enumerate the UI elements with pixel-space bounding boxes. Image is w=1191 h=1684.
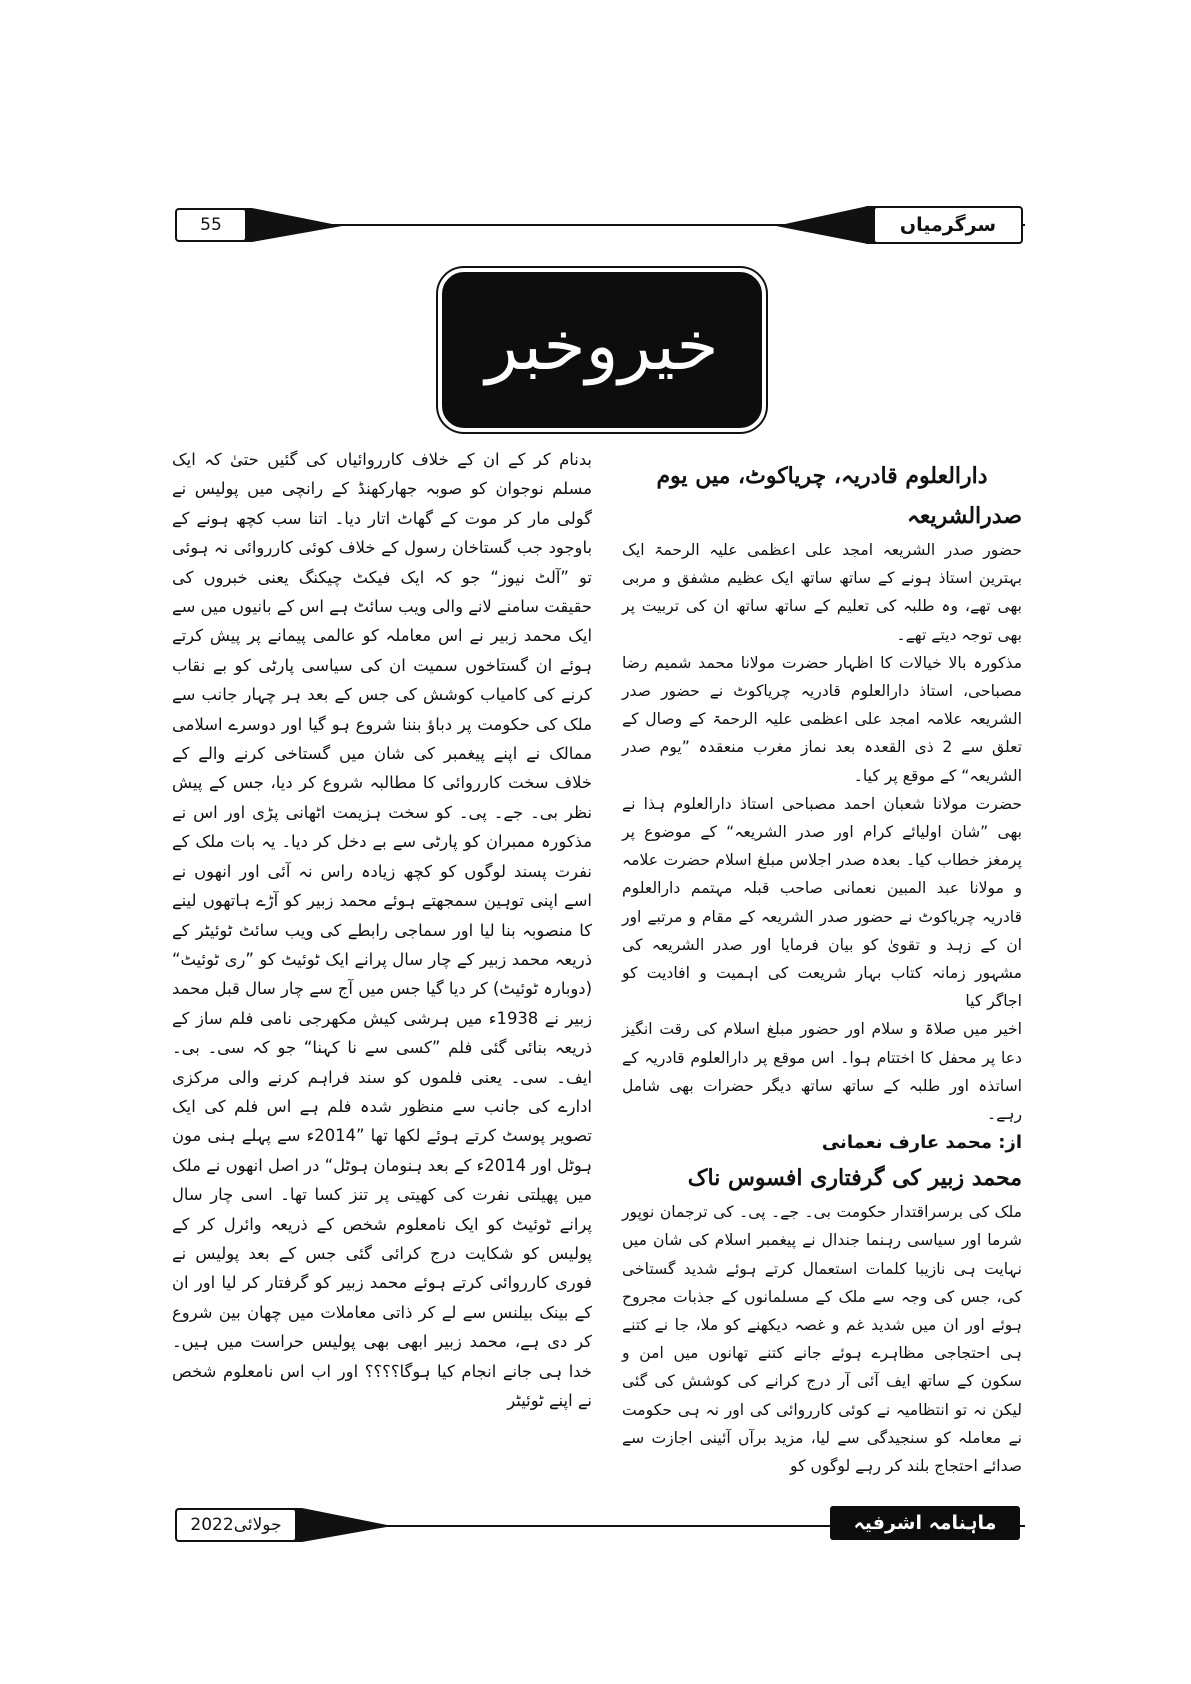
article2-heading: محمد زبیر کی گرفتاری افسوس ناک: [687, 1165, 1022, 1192]
article1-paragraph: حضور صدر الشریعہ امجد علی اعظمی علیہ الرحمۃ ایک بہترین استاذ ہونے کے ساتھ ساتھ ایک عظیم مشفق و مربی بھی تھے، وہ طلبہ کی تعلیم کے ساتھ ساتھ ان کی تربیت پر بھی توجہ دیتے تھے۔: [622, 541, 1022, 644]
header-left-wedge: [252, 208, 342, 242]
masthead-title: خیروخبر: [485, 307, 719, 386]
issue-date: جولائی2022: [175, 1508, 297, 1542]
magazine-name: ماہنامہ اشرفیہ: [830, 1506, 1020, 1540]
article1-paragraph: اخیر میں صلاۃ و سلام اور حضور مبلغ اسلام کی رقت انگیز دعا پر محفل کا اختتام ہوا۔ اس موقع پر دارالعلوم قادریہ کے اساتذہ اور طلبہ کے ساتھ ساتھ دیگر حضرات بھی شامل رہے۔: [622, 1020, 1022, 1124]
article2-paragraph: بدنام کر کے ان کے خلاف کارروائیاں کی گئیں حتیٰ کہ ایک مسلم نوجوان کو صوبہ جھارکھنڈ کے رانچی میں پولیس نے گولی مار کر موت کے گھاٹ اتار دیا۔ اتنا سب کچھ ہونے کے باوجود جب گستاخان رسول کے خلاف کوئی کارروائی نہ ہوئی تو ”آلٹ نیوز“ جو کہ ایک فیکٹ چیکنگ یعنی خبروں کی حقیقت سامنے لانے والی ویب سائٹ ہے اس کے بانیوں میں سے ایک محمد زبیر نے اس معاملہ کو عالمی پیمانے پر پیش کرتے ہوئے ان گستاخوں سمیت ان کی سیاسی پارٹی کو بے نقاب کرنے کی کامیاب کوشش کی جس کے بعد ہر چہار جانب سے ملک کی حکومت پر دباؤ بننا شروع ہو گیا اور دوسرے اسلامی ممالک نے اپنے پیغمبر کی شان میں گستاخی کرنے والے کے خلاف سخت کارروائی کا مطالبہ شروع کر دیا، جس کے پیش نظر بی۔ جے۔ پی۔ کو سخت ہزیمت اٹھانی پڑی اور اس نے مذکورہ ممبران کو پارٹی سے بے دخل کر دیا۔ یہ بات ملک کے نفرت پسند لوگوں کو کچھ زیادہ راس نہ آئی اور انھوں نے اسے اپنی توہین سمجھتے ہوئے محمد زبیر کو آڑے ہاتھوں لینے کا منصوبہ بنا لیا اور سماجی رابطے کی ویب سائٹ ٹوئیٹر کے ذریعہ محمد زبیر کے چار سال پرانے ایک ٹوئیٹ کو ”ری ٹوئیٹ“ (دوبارہ ٹوئیٹ) کر دیا گیا جس میں آج سے چار سال قبل محمد زبیر نے 1938ء میں ہرشی کیش مکھرجی نامی فلم ساز کے ذریعہ بنائی گئی فلم ”کسی سے نا کہنا“ جو کہ سی۔ بی۔ ایف۔ سی۔ یعنی فلموں کو سند فراہم کرنے والی مرکزی ادارے کی جانب سے منظور شدہ فلم ہے اس فلم کی ایک تصویر پوسٹ کرتے ہوئے لکھا تھا ”2014ء سے پہلے ہنی مون ہوٹل اور 2014ء کے بعد ہنومان ہوٹل“ در اصل انھوں نے ملک میں پھیلتی نفرت کی کھیتی پر تنز کسا تھا۔ اسی چار سال پرانے ٹوئیٹ کو ایک نامعلوم شخص کے ذریعہ وائرل کر کے پولیس کو شکایت درج کرائی گئی جس کے بعد پولیس نے فوری کارروائی کرتے ہوئے محمد زبیر کو گرفتار کر لیا اور ان کے بینک بیلنس سے لے کر ذاتی معاملات میں چھان بین شروع کر دی ہے، محمد زبیر ابھی بھی پولیس حراست میں ہیں۔ خدا ہی جانے انجام کیا ہوگا؟؟؟؟ اور اب اس نامعلوم شخص نے اپنے ٹوئیٹر: [171, 450, 592, 1410]
article2-paragraph: ملک کی برسراقتدار حکومت بی۔ جے۔ پی۔ کی ترجمان نوپور شرما اور سیاسی رہنما جندال نے پیغمبر اسلام کی شان میں نہایت ہی نازیبا کلمات استعمال کرتے ہوئے شدید گستاخی کی، جس کی وجہ سے ملک کے مسلمانوں کے جذبات مجروح ہوئے اور ان میں شدید غم و غصہ دیکھنے کو ملا، جا نے کتنے ہی احتجاجی مظاہرے ہوئے جانے کتنے تھانوں میں امن و سکون کے ساتھ ایف آئی آر درج کرانے کی کوشش کی گئی لیکن نہ تو انتظامیہ نے کوئی کارروائی کی اور نہ ہی حکومت نے معاملہ کو سنجیدگی سے لیا، مزید برآں آئینی اجازت سے صدائے احتجاج بلند کر رہے لوگوں کو: [622, 1203, 1022, 1476]
masthead-banner: [438, 268, 766, 432]
article1-paragraph: مذکورہ بالا خیالات کا اظہار حضرت مولانا محمد شمیم رضا مصباحی، استاذ دارالعلوم قادریہ چریاکوٹ نے حضور صدر الشریعہ علامہ امجد علی اعظمی علیہ الرحمۃ کے وصال کے تعلق سے 2 ذی القعدہ بعد نماز مغرب منعقدہ ”یوم صدر الشریعہ“ کے موقع پر کیا۔: [622, 653, 1022, 785]
right-column: [622, 456, 1022, 1480]
article1-paragraph: حضرت مولانا شعبان احمد مصباحی استاذ دارالعلوم ہذا نے بھی ”شان اولیائے کرام اور صدر الشریعہ“ کے موضوع پر پرمغز خطاب کیا۔ بعدہ صدر اجلاس مبلغ اسلام حضرت علامہ و مولانا عبد المبین نعمانی صاحب قبلہ مہتمم دارالعلوم قادریہ چریاکوٹ نے حضور صدر الشریعہ کے مقام و مرتبے اور ان کے زہد و تقویٰ کو بیان فرمایا اور صدر الشریعہ کی مشہور زمانہ کتاب بہار شریعت کی اہمیت و افادیت کو اجاگر کیا: [622, 794, 1022, 1011]
article1-heading: دارالعلوم قادریہ، چریاکوٹ، میں یوم صدرالشریعہ: [656, 463, 1022, 529]
footer-left-wedge: [302, 1508, 392, 1542]
page-number: 55: [175, 208, 247, 242]
article1-byline: از: محمد عارف نعمانی: [821, 1132, 1022, 1154]
header-right-wedge: [776, 206, 868, 244]
section-title: سرگرمیاں: [873, 206, 1023, 244]
left-column: [172, 445, 592, 1415]
